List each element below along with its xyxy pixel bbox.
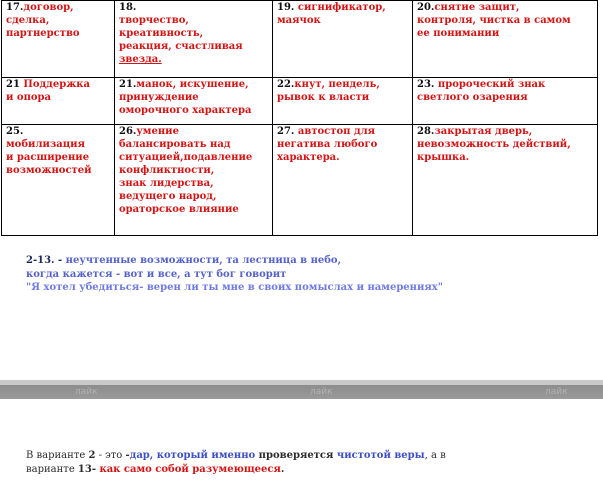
table-cell-19: 19. сигнификатор, маячок xyxy=(273,1,413,78)
table-cell-23: 23. пророческий знак светлого озарения xyxy=(413,78,598,125)
note-text: неучтенные возможности, та лестница в небо, xyxy=(62,255,342,266)
table-cell-25: 25. мобилизация и расширение возможностей xyxy=(2,125,115,236)
table-cell-21b: 21.манок, искушение, принуждение оморочного характера xyxy=(115,78,273,125)
table-cell-27: 27. автостоп для негатива любого характера. xyxy=(273,125,413,236)
table-cell-22: 22.кнут, пендель, рывок к власти xyxy=(273,78,413,125)
note-dash: - xyxy=(54,255,63,266)
watermark: лайк xyxy=(545,387,568,397)
watermark: лайк xyxy=(310,387,333,397)
paragraph-line: В варианте 2 - это -дар, который именно проверяется чистотой веры, а в xyxy=(26,450,446,461)
table-row xyxy=(2,1,598,78)
note-line xyxy=(26,254,443,268)
table-row xyxy=(2,78,598,125)
table-cell-18: 18. творчество, креативность, реакция, счастливая звезда. xyxy=(115,1,273,78)
note-quote: "Я хотел убедиться- верен ли ты мне в своих помыслах и намерениях" xyxy=(26,282,443,293)
table-cell-17: 17.договор, сделка, партнерство xyxy=(2,1,115,78)
table-cell-28: 28.закрытая дверь, невозможность действий, крышка. xyxy=(413,125,598,236)
summary-paragraph xyxy=(26,449,446,477)
watermark: лайк xyxy=(75,387,98,397)
table-cell-20: 20.снятие защит, контроля, чистка в самом ее понимании xyxy=(413,1,598,78)
table-cell-21a: 21 Поддержка и опора xyxy=(2,78,115,125)
note-2-13 xyxy=(26,254,443,295)
paragraph-line: варианте 13- как само собой разумеющееся. xyxy=(26,464,285,475)
note-number: 2-13. xyxy=(26,255,55,266)
table-cell-26: 26.умение балансировать над ситуацией,подавление конфликтности, знак лидерства, ведущего народ, ораторское влияние xyxy=(115,125,273,236)
meanings-table xyxy=(1,0,598,236)
note-line: когда кажется - вот и все, а тут бог говорит xyxy=(26,268,287,280)
table-row xyxy=(2,125,598,236)
